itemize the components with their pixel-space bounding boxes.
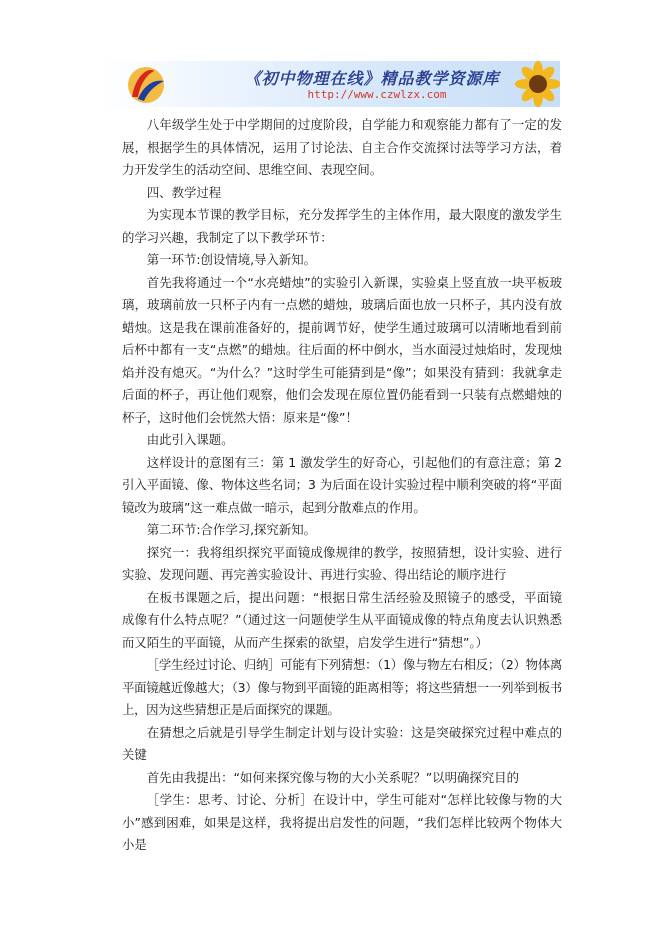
sunflower-icon	[500, 61, 560, 107]
paragraph-goal: 为实现本节课的教学目标，充分发挥学生的主体作用，最大限度的激发学生的学习兴趣，我制定了以下教学环节：	[122, 207, 562, 245]
paragraph-inquiry-one: 探究一：我将组织探究平面镜成像规律的教学，按照猜想，设计实验、进行实验、发现问题、再完善实验设计、再进行实验、得出结论的顺序进行	[122, 544, 562, 582]
paragraph-intro-topic: 由此引入课题。	[146, 432, 234, 447]
paragraph-student-analysis: 八年级学生处于中学期间的过度阶段，自学能力和观察能力都有了一定的发展，根据学生的具体情况，运用了讨论法、自主合作交流探讨法等学习方法，着力开发学生的活动空间、思维空间、表现空间。	[122, 117, 562, 177]
paragraph-candle-experiment: 首先我将通过一个“水亮蜡烛”的实验引入新课，实验桌上竖直放一块平板玻璃，玻璃前放一只杯子内有一点燃的蜡烛，玻璃后面也放一只杯子，其内没有放蜡烛。这是我在课前准备好的，提前调节好，使学生通过玻璃可以清晰地看到前后杯中都有一支“点燃”的蜡烛。往后面的杯中倒水，当水面浸过烛焰时，发现烛焰并没有熄灭。“为什么？”这时学生可能猜到是“像”；如果没有猜到：我就拿走后面的杯子，再让他们观察，他们会发现在原位置仍能看到一只装有点燃蜡烛的杯子，这时他们会恍然大悟：原来是“像”！	[122, 274, 562, 425]
paragraph-question: 在板书课题之后，提出问题：“根据日常生活经验及照镜子的感受，平面镜成像有什么特点呢？”（通过这一问题使学生从平面镜成像的特点角度去认识熟悉而又陌生的平面镜，从而产生探索的欲望，启发学生进行“猜想”。）	[122, 589, 562, 650]
heading-teaching-process: 四、教学过程	[146, 184, 222, 200]
site-logo-icon	[124, 63, 168, 105]
paragraph-hypotheses: ［学生经过讨论、归纳］可能有下列猜想：（1）像与物左右相反；（2）物体离平面镜越近像越大；（3）像与物到平面镜的距离相等；将这些猜想一一列举到板书上，因为这些猜想正是后面探究的课题。	[122, 657, 562, 717]
paragraph-first-question: 首先由我提出：“如何来探究像与物的大小关系呢？”以明确探究目的	[146, 769, 519, 785]
banner-url[interactable]: http://www.czwlzx.com	[307, 88, 447, 101]
banner-title: 《初中物理在线》精品教学资源库	[244, 69, 500, 88]
heading-step-one: 第一环节:创设情境,导入新知。	[146, 252, 316, 267]
header-banner	[102, 61, 560, 107]
paragraph-student-thinking: ［学生：思考、讨论、分析］在设计中，学生可能对“怎样比较像与物的大小”感到困难，如果是这样，我将提出启发性的问题，“我们怎样比较两个物体大小是	[122, 792, 562, 852]
heading-step-two: 第二环节:合作学习,探究新知。	[146, 522, 316, 537]
paragraph-plan: 在猜想之后就是引导学生制定计划与设计实验：这是突破探究过程中难点的关键	[122, 724, 562, 762]
paragraph-design-intent: 这样设计的意图有三：第 1 激发学生的好奇心，引起他们的有意注意；第 2 引入平面镜、像、物体这些名词；3 为后面在设计实验过程中顺利突破的将“平面镜改为玻璃”这一难点做一暗示，起到分散难点的作用。	[122, 454, 562, 515]
document-body	[122, 114, 562, 857]
